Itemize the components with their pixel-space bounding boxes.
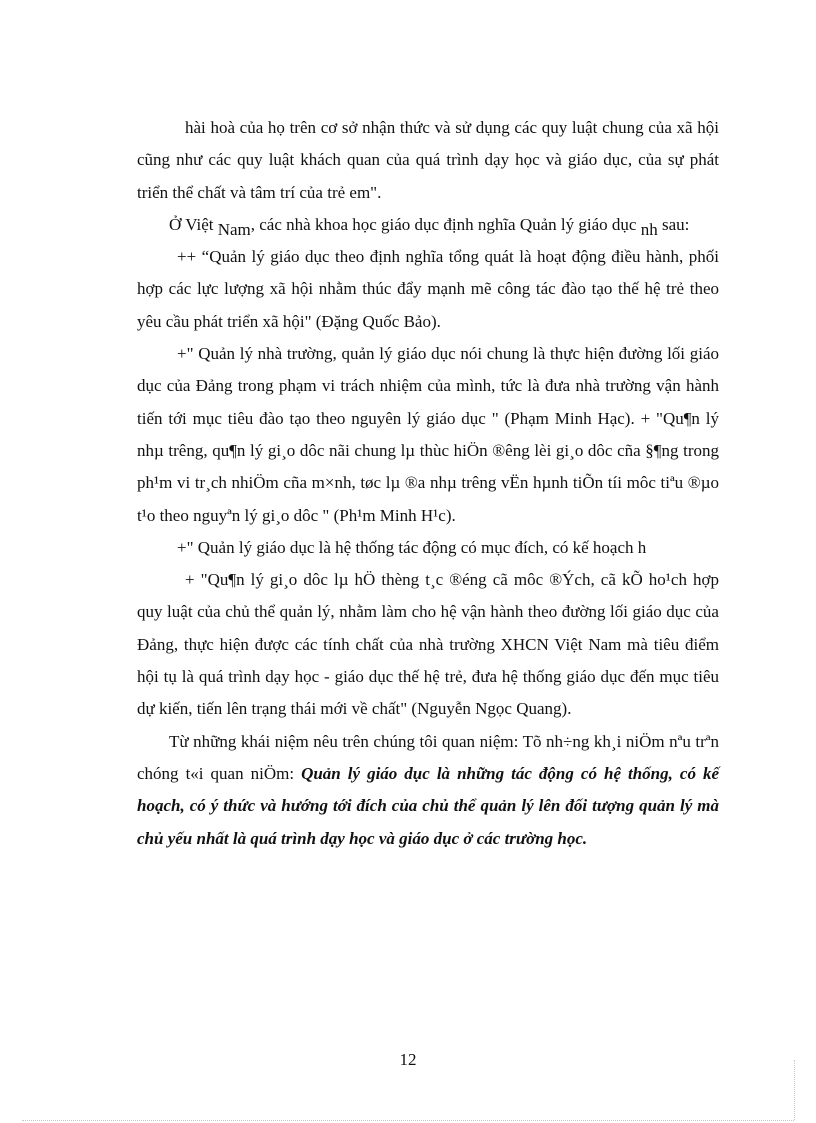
line: hài hoà của họ trên cơ sở nhận thức và sử dụng các quy luật chung	[185, 118, 644, 137]
definition-emphasis: lý lên đối tượng quản lý mà chủ yếu nhất là quá trình dạy học và giáo	[137, 796, 720, 848]
definition-emphasis: Quản lý giáo dục là những tác động	[301, 763, 574, 783]
line: chất" (Nguyễn Ngọc Quang).	[371, 699, 572, 719]
line-part: Tõ nh÷ng kh¸i	[522, 731, 622, 751]
line: ho¹ch hợp quy luật của chủ thể quản lý, nhằm làm cho hệ vận hành theo	[137, 570, 719, 622]
line: XHCN Việt Nam mà tiêu điểm hội tụ là quá trình dạy học - giáo dục thế hệ	[137, 634, 719, 687]
line: đường lối giáo dục của Đảng, thực hiện được các tính chất của nhà trường	[137, 602, 719, 654]
line-part: Ở Việt	[169, 214, 214, 234]
line: của xã hội cũng như các quy luật khách quan của quá trình dạy học và giáo	[137, 118, 719, 170]
paragraph-3	[137, 241, 719, 338]
paragraph-2	[137, 209, 719, 241]
paragraph-6	[137, 564, 719, 725]
line: Minh Hạc). + "Qu¶n lý nhµ trêng, qu¶n lý gi¸o dôc nãi chung lµ thùc	[137, 408, 719, 460]
line: trẻ, đưa hệ thống giáo dục đến mục tiêu dự kiến, tiến lên trạng thái mới về	[137, 667, 720, 719]
page-number: 12	[399, 1050, 417, 1069]
line: dục, của sự phát triển thể chất và tâm trí của trẻ em".	[137, 150, 720, 202]
line-part: Từ những khái niệm nêu trên chúng tôi quan niệm:	[169, 731, 519, 751]
page-border-right	[794, 1060, 795, 1120]
paragraph-7	[137, 726, 719, 855]
line: + "Qu¶n lý gi¸o dôc lµ hÖ thèng t¸c ®éng cã môc ®Ých, cã kÕ	[185, 570, 643, 590]
line: hành, phối hợp các lực lượng xã hội nhằm thúc đẩy mạnh mẽ công tác đào	[137, 247, 720, 299]
definition-emphasis: dục ở các trường học.	[433, 828, 588, 848]
line: lối giáo dục của Đảng trong phạm vi trách nhiệm của mình, tức là đưa nhà	[137, 344, 719, 396]
definition-emphasis: có hệ thống, có kế hoạch, có ý thức và hướng tới đích của chủ thể quản	[137, 763, 720, 816]
line: dôc " (Ph¹m Minh H¹c).	[293, 505, 456, 525]
line: +" Quản lý nhà trường, quản lý giáo dục nói chung là thực hiện đường	[177, 344, 663, 364]
line-part: , các nhà khoa học giáo dục định nghĩa Quản lý giáo dục	[250, 214, 637, 234]
line-part: nh	[640, 219, 658, 239]
line: hiÖn ®êng lèi gi¸o dôc cña §¶ng trong ph¹m vi tr¸ch nhiÖm cña m×nh, tøc	[137, 440, 720, 493]
line: +" Quản lý giáo dục là hệ thống tác động có mục đích, có kế hoạch h	[177, 537, 647, 557]
paragraph-4	[137, 338, 719, 532]
line: lµ ®a nhµ trêng vËn hµnh tiÕn tíi môc tiªu ®µo t¹o theo nguyªn lý gi¸o	[137, 473, 719, 525]
line: tạo thế hệ trẻ theo yêu cầu phát triển xã hội" (Đặng Quốc Bảo).	[137, 279, 720, 331]
line-part: sau:	[661, 214, 690, 234]
body-text	[137, 112, 719, 855]
line-part: Nam	[217, 219, 251, 239]
paragraph-1	[137, 112, 719, 209]
line: trường vận hành tiến tới mục tiêu đào tạo theo nguyên lý giáo dục " (Phạm	[137, 376, 719, 428]
line: ++ “Quản lý giáo dục theo định nghĩa tổng quát là hoạt động điều	[177, 247, 641, 267]
paragraph-5	[137, 532, 719, 564]
page-border-bottom	[22, 1120, 794, 1121]
line-part: niÖm nªu trªn chóng t«i quan niÖm:	[137, 731, 719, 783]
